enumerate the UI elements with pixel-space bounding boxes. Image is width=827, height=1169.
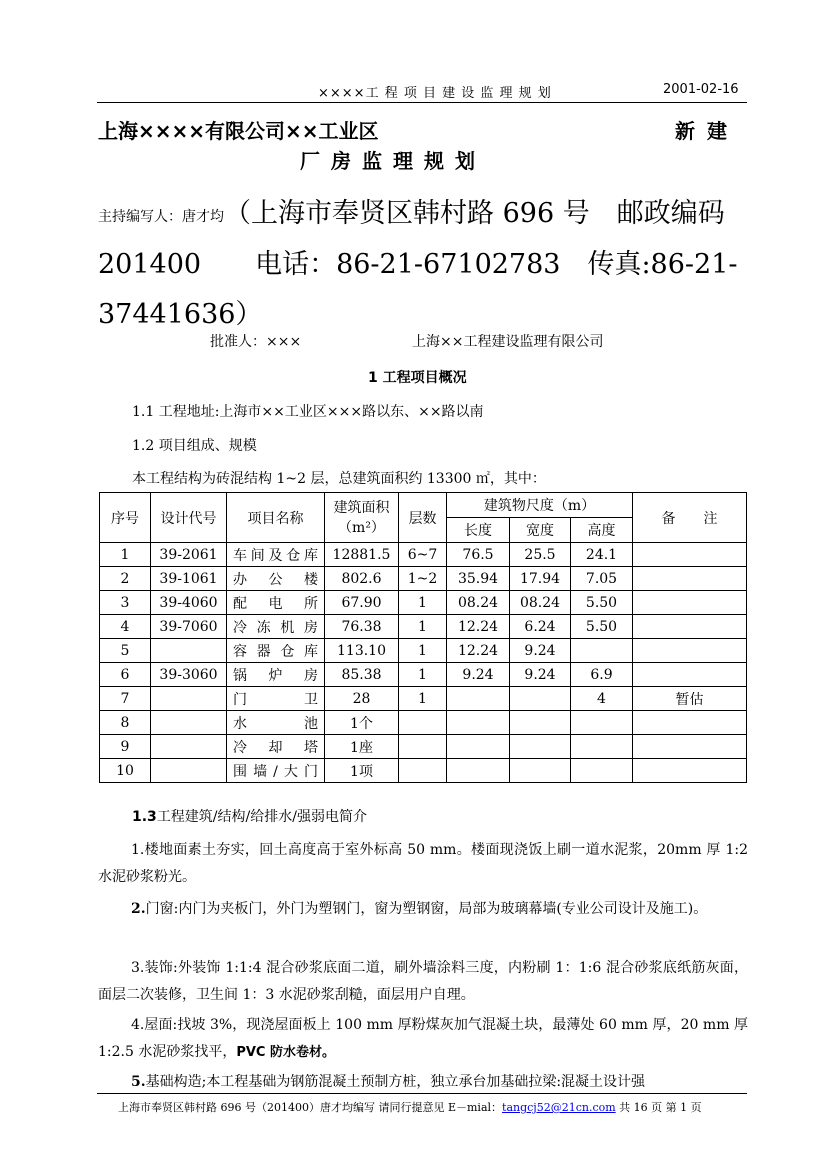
paragraph-decoration: 3.装饰:外装饰 1:1:4 混合砂浆底面二道，刷外墙涂料三度，内粉刷 1：1:6 混合砂浆底纸筋灰面，面层二次装修，卫生间 1：3 水泥砂浆刮糙，面层用户自理。 bbox=[98, 960, 748, 1003]
paragraph-roof bbox=[98, 1012, 748, 1066]
table-cell bbox=[151, 687, 227, 711]
table-cell: 1~2 bbox=[399, 567, 447, 591]
p4-pvc: PVC 防水卷材。 bbox=[236, 1045, 335, 1060]
table-cell: 7 bbox=[100, 687, 151, 711]
table-cell bbox=[510, 687, 571, 711]
table-cell: 28 bbox=[325, 687, 399, 711]
table-cell: 6 bbox=[100, 663, 151, 687]
footer-email-link[interactable]: tangcj52@21cn.com bbox=[502, 1101, 616, 1114]
table-cell bbox=[571, 711, 633, 735]
table-cell: 1个 bbox=[325, 711, 399, 735]
table-cell bbox=[399, 759, 447, 783]
th-no: 序号 bbox=[100, 493, 151, 543]
author-contact: （上海市奉贤区韩村路 696 号 邮政编码 201400 电话：86-21-67102783 传真:86-21-37441636） bbox=[98, 198, 738, 330]
project-table bbox=[99, 492, 747, 783]
table-cell: 1 bbox=[399, 663, 447, 687]
table-cell bbox=[151, 711, 227, 735]
table-cell bbox=[447, 735, 510, 759]
table-body bbox=[100, 543, 747, 783]
footer bbox=[118, 1099, 702, 1115]
table-cell bbox=[151, 759, 227, 783]
table-header-row bbox=[100, 493, 747, 518]
table-cell: 39-7060 bbox=[151, 615, 227, 639]
table-cell: 76.5 bbox=[447, 543, 510, 567]
table-cell: 8 bbox=[100, 711, 151, 735]
table-cell: 85.38 bbox=[325, 663, 399, 687]
table-cell: 08.24 bbox=[447, 591, 510, 615]
table-cell: 4 bbox=[100, 615, 151, 639]
table-cell: 9 bbox=[100, 735, 151, 759]
author-label: 主持编写人：唐才均 bbox=[98, 209, 224, 225]
th-area: 建筑面积（m²） bbox=[325, 493, 399, 543]
table-cell bbox=[399, 735, 447, 759]
table-cell: 锅炉房 bbox=[227, 663, 325, 687]
table-cell: 4 bbox=[571, 687, 633, 711]
table-cell: 9.24 bbox=[510, 639, 571, 663]
table-cell: 配电所 bbox=[227, 591, 325, 615]
table-cell: 门卫 bbox=[227, 687, 325, 711]
section13-heading bbox=[132, 806, 367, 826]
table-row bbox=[100, 759, 747, 783]
section13-num: 1.3 bbox=[132, 809, 157, 825]
paragraph-intro: 本工程结构为砖混结构 1~2 层，总建筑面积约 13300 ㎡，其中： bbox=[132, 471, 546, 487]
th-height: 高度 bbox=[571, 518, 633, 543]
paragraph-composition: 1.2 项目组成、规模 bbox=[132, 438, 257, 454]
table-row bbox=[100, 687, 747, 711]
section-heading: 1 工程项目概况 bbox=[368, 370, 467, 386]
table-cell bbox=[510, 759, 571, 783]
table-cell bbox=[151, 735, 227, 759]
table-cell: 1 bbox=[399, 591, 447, 615]
table-cell bbox=[571, 759, 633, 783]
paragraph-address: 1.1 工程地址:上海市××工业区×××路以东、××路以南 bbox=[132, 404, 484, 420]
table-cell: 6.24 bbox=[510, 615, 571, 639]
table-cell bbox=[571, 735, 633, 759]
table-cell bbox=[571, 639, 633, 663]
table-cell: 9.24 bbox=[447, 663, 510, 687]
table-cell: 39-2061 bbox=[151, 543, 227, 567]
table-cell: 办公楼 bbox=[227, 567, 325, 591]
table-cell: 冷却塔 bbox=[227, 735, 325, 759]
table-cell: 12.24 bbox=[447, 639, 510, 663]
doc-title-line2: 厂房监理规划 bbox=[300, 149, 486, 173]
table-row bbox=[100, 711, 747, 735]
table-cell: 35.94 bbox=[447, 567, 510, 591]
table-cell: 暂估 bbox=[633, 687, 747, 711]
paragraph-doors bbox=[98, 896, 748, 923]
table-cell: 39-4060 bbox=[151, 591, 227, 615]
table-cell: 2 bbox=[100, 567, 151, 591]
table-cell bbox=[151, 639, 227, 663]
table-cell: 08.24 bbox=[510, 591, 571, 615]
table-cell: 76.38 bbox=[325, 615, 399, 639]
header-date: 2001-02-16 bbox=[663, 82, 739, 97]
table-cell: 5.50 bbox=[571, 591, 633, 615]
table-cell: 25.5 bbox=[510, 543, 571, 567]
table-row bbox=[100, 567, 747, 591]
th-remark: 备 注 bbox=[633, 493, 747, 543]
table-cell: 12881.5 bbox=[325, 543, 399, 567]
footer-divider bbox=[97, 1093, 747, 1094]
p5-text: 基础构造;本工程基础为钢筋混凝土预制方桩，独立承台加基础拉梁:混凝土设计强 bbox=[145, 1074, 646, 1090]
table-cell: 1 bbox=[399, 639, 447, 663]
header-title: ××××工 程 项 目 建 设 监 理 规 划 bbox=[318, 86, 552, 101]
author-block bbox=[98, 190, 758, 341]
table-cell: 围墙/大门 bbox=[227, 759, 325, 783]
table-cell bbox=[633, 735, 747, 759]
approver: 批准人：××× bbox=[210, 334, 302, 350]
table-cell: 39-1061 bbox=[151, 567, 227, 591]
table-cell bbox=[447, 687, 510, 711]
header-divider bbox=[97, 102, 747, 103]
table-cell: 1 bbox=[399, 615, 447, 639]
table-cell: 车间及仓库 bbox=[227, 543, 325, 567]
table-row bbox=[100, 615, 747, 639]
th-dims: 建筑物尺度（m） bbox=[447, 493, 633, 518]
table-cell: 3 bbox=[100, 591, 151, 615]
table-cell: 9.24 bbox=[510, 663, 571, 687]
p5-num: 5. bbox=[131, 1074, 146, 1090]
table-cell bbox=[633, 543, 747, 567]
table-cell bbox=[633, 615, 747, 639]
table-cell: 水池 bbox=[227, 711, 325, 735]
table-row bbox=[100, 591, 747, 615]
doc-title-line1: 上海××××有限公司××工业区 bbox=[98, 119, 379, 143]
footer-text: 上海市奉贤区韩村路 696 号（201400）唐才均编写 请同行提意见 E－mial： bbox=[118, 1101, 503, 1114]
table-cell: 6.9 bbox=[571, 663, 633, 687]
table-cell: 10 bbox=[100, 759, 151, 783]
table-cell: 冷冻机房 bbox=[227, 615, 325, 639]
th-length: 长度 bbox=[447, 518, 510, 543]
table-cell bbox=[633, 663, 747, 687]
doc-title-line1-right: 新建 bbox=[675, 119, 739, 143]
p4-text: 4.屋面:找坡 3%，现浇屋面板上 100 mm 厚粉煤灰加气混凝土块，最薄处 60 mm 厚，20 mm 厚 1:2.5 水泥砂浆找平， bbox=[98, 1017, 748, 1060]
table-cell bbox=[447, 711, 510, 735]
table-cell: 1座 bbox=[325, 735, 399, 759]
th-width: 宽度 bbox=[510, 518, 571, 543]
table-cell bbox=[633, 567, 747, 591]
th-code: 设计代号 bbox=[151, 493, 227, 543]
th-name: 项目名称 bbox=[227, 493, 325, 543]
table-cell: 802.6 bbox=[325, 567, 399, 591]
table-cell bbox=[633, 591, 747, 615]
section13-title: 工程建筑/结构/给排水/强弱电简介 bbox=[156, 809, 367, 825]
table-cell bbox=[633, 639, 747, 663]
table-cell bbox=[447, 759, 510, 783]
table-cell bbox=[633, 759, 747, 783]
table-cell: 7.05 bbox=[571, 567, 633, 591]
table-cell: 6~7 bbox=[399, 543, 447, 567]
table-cell bbox=[399, 711, 447, 735]
table-row bbox=[100, 543, 747, 567]
table-cell: 67.90 bbox=[325, 591, 399, 615]
paragraph-foundation bbox=[98, 1069, 748, 1096]
table-row bbox=[100, 639, 747, 663]
table-row bbox=[100, 663, 747, 687]
approval-company: 上海××工程建设监理有限公司 bbox=[412, 334, 604, 350]
table-cell: 113.10 bbox=[325, 639, 399, 663]
table-cell: 容器仓库 bbox=[227, 639, 325, 663]
th-floors: 层数 bbox=[399, 493, 447, 543]
paragraph-floor: 1.楼地面素土夯实，回土高度高于室外标高 50 mm。楼面现浇饭上刷一道水泥浆，20mm 厚 1:2 水泥砂浆粉光。 bbox=[98, 842, 748, 885]
table-cell: 1项 bbox=[325, 759, 399, 783]
table-cell bbox=[633, 711, 747, 735]
table-cell bbox=[510, 735, 571, 759]
table-cell: 12.24 bbox=[447, 615, 510, 639]
table-cell: 39-3060 bbox=[151, 663, 227, 687]
table-cell: 5.50 bbox=[571, 615, 633, 639]
table-row bbox=[100, 735, 747, 759]
table-cell: 1 bbox=[100, 543, 151, 567]
table-cell bbox=[510, 711, 571, 735]
p2-num: 2. bbox=[131, 901, 146, 917]
table-cell: 24.1 bbox=[571, 543, 633, 567]
footer-page: 共 16 页 第 1 页 bbox=[615, 1101, 702, 1114]
p2-text: 门窗:内门为夹板门，外门为塑钢门，窗为塑钢窗，局部为玻璃幕墙(专业公司设计及施工)。 bbox=[145, 901, 708, 917]
table-cell: 1 bbox=[399, 687, 447, 711]
table-cell: 5 bbox=[100, 639, 151, 663]
table-cell: 17.94 bbox=[510, 567, 571, 591]
